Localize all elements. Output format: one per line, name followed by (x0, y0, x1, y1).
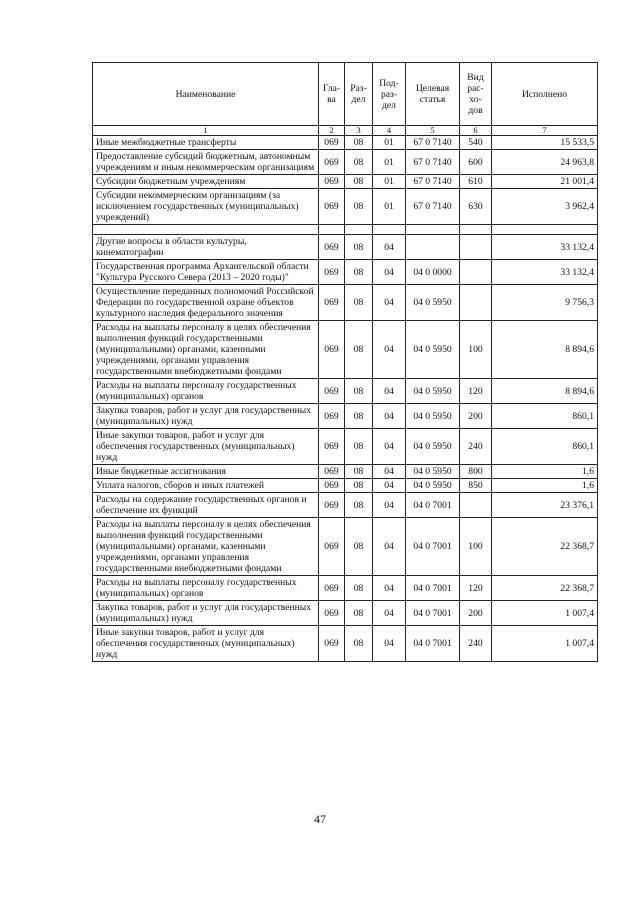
table-row (93, 175, 598, 189)
row-celevaya-cell: 04 0 5950 (406, 285, 460, 321)
table-row (93, 479, 598, 493)
budget-execution-table (92, 62, 598, 662)
row-glava-cell: 069 (319, 404, 345, 429)
row-name-cell: Расходы на выплаты персоналу государственных (муниципальных) органов (93, 576, 319, 601)
table-row (93, 465, 598, 479)
row-celevaya-cell: 04 0 7001 (406, 493, 460, 518)
row-name-cell: Иные закупки товаров, работ и услуг для обеспечения государственных (муниципальных) нужд (93, 429, 319, 465)
header-row (93, 63, 598, 126)
row-name-cell: Иные закупки товаров, работ и услуг для обеспечения государственных (муниципальных) нужд (93, 626, 319, 662)
row-podrazdel-cell: 01 (373, 175, 406, 189)
spacer-cell (460, 225, 492, 235)
table-row (93, 379, 598, 404)
row-celevaya-cell: 04 0 7001 (406, 626, 460, 662)
row-amount-cell: 9 756,3 (492, 285, 598, 321)
row-celevaya-cell: 67 0 7140 (406, 136, 460, 150)
row-celevaya-cell: 04 0 5950 (406, 404, 460, 429)
row-amount-cell: 21 001,4 (492, 175, 598, 189)
row-celevaya-cell: 04 0 5950 (406, 429, 460, 465)
row-podrazdel-cell: 04 (373, 404, 406, 429)
row-podrazdel-cell: 04 (373, 465, 406, 479)
row-name-cell: Расходы на выплаты персоналу в целях обеспечения выполнения функций государственными (муниципальными) органами, казенными учреждениями, органами управления государственными внебюджетными фондами (93, 518, 319, 576)
row-amount-cell: 3 962,4 (492, 189, 598, 225)
spacer-cell (345, 225, 373, 235)
table-row (93, 626, 598, 662)
row-amount-cell: 860,1 (492, 404, 598, 429)
table-row (93, 576, 598, 601)
row-name-cell: Субсидии бюджетным учреждениям (93, 175, 319, 189)
header-razdel: Раз- дел (345, 63, 373, 126)
row-name-cell: Субсидии некоммерческим организациям (за исключением государственных (муниципальных) учреждений) (93, 189, 319, 225)
row-celevaya-cell: 04 0 7001 (406, 601, 460, 626)
row-vid-cell (460, 260, 492, 285)
row-podrazdel-cell: 04 (373, 626, 406, 662)
column-number: 5 (406, 126, 460, 136)
row-glava-cell: 069 (319, 189, 345, 225)
table-row (93, 189, 598, 225)
row-vid-cell: 120 (460, 379, 492, 404)
row-podrazdel-cell: 04 (373, 260, 406, 285)
header-vid-rashodov: Вид рас- хо- дов (460, 63, 492, 126)
row-glava-cell: 069 (319, 601, 345, 626)
row-celevaya-cell: 67 0 7140 (406, 175, 460, 189)
row-celevaya-cell (406, 235, 460, 260)
row-razdel-cell: 08 (345, 518, 373, 576)
row-name-cell: Уплата налогов, сборов и иных платежей (93, 479, 319, 493)
row-razdel-cell: 08 (345, 150, 373, 175)
table-row (93, 601, 598, 626)
row-amount-cell: 33 132,4 (492, 235, 598, 260)
row-glava-cell: 069 (319, 465, 345, 479)
row-vid-cell: 120 (460, 576, 492, 601)
header-podrazdel: Под- раз- дел (373, 63, 406, 126)
row-amount-cell: 1 007,4 (492, 601, 598, 626)
header-glava: Гла- ва (319, 63, 345, 126)
row-razdel-cell: 08 (345, 379, 373, 404)
table-row (93, 518, 598, 576)
table-row (93, 285, 598, 321)
row-amount-cell: 22 368,7 (492, 576, 598, 601)
row-razdel-cell: 08 (345, 493, 373, 518)
row-vid-cell (460, 285, 492, 321)
column-number: 3 (345, 126, 373, 136)
row-podrazdel-cell: 01 (373, 189, 406, 225)
table-row (93, 429, 598, 465)
row-amount-cell: 8 894,6 (492, 321, 598, 379)
table-row (93, 150, 598, 175)
row-glava-cell: 069 (319, 379, 345, 404)
row-celevaya-cell: 04 0 5950 (406, 465, 460, 479)
row-razdel-cell: 08 (345, 404, 373, 429)
column-number: 7 (492, 126, 598, 136)
row-glava-cell: 069 (319, 626, 345, 662)
row-podrazdel-cell: 04 (373, 479, 406, 493)
header-name: Наименование (93, 63, 319, 126)
row-razdel-cell: 08 (345, 260, 373, 285)
row-podrazdel-cell: 04 (373, 379, 406, 404)
row-celevaya-cell: 67 0 7140 (406, 189, 460, 225)
spacer-cell (319, 225, 345, 235)
row-podrazdel-cell: 04 (373, 576, 406, 601)
row-celevaya-cell: 04 0 5950 (406, 479, 460, 493)
spacer-cell (93, 225, 319, 235)
row-name-cell: Расходы на выплаты персоналу государственных (муниципальных) органов (93, 379, 319, 404)
row-name-cell: Иные межбюджетные трансферты (93, 136, 319, 150)
table-row (93, 493, 598, 518)
row-razdel-cell: 08 (345, 235, 373, 260)
spacer-cell (492, 225, 598, 235)
spacer-cell (406, 225, 460, 235)
row-name-cell: Расходы на выплаты персоналу в целях обеспечения выполнения функций государственными (муниципальными) органами, казенными учреждениями, органами управления государственными внебюджетными фондами (93, 321, 319, 379)
header-ispolneno: Исполнено (492, 63, 598, 126)
row-celevaya-cell: 04 0 7001 (406, 576, 460, 601)
header-celevaya-statya: Целевая статья (406, 63, 460, 126)
row-razdel-cell: 08 (345, 429, 373, 465)
row-glava-cell: 069 (319, 493, 345, 518)
column-number: 4 (373, 126, 406, 136)
row-vid-cell: 100 (460, 321, 492, 379)
row-amount-cell: 33 132,4 (492, 260, 598, 285)
row-podrazdel-cell: 04 (373, 518, 406, 576)
row-vid-cell: 200 (460, 601, 492, 626)
table-row (93, 260, 598, 285)
row-vid-cell: 630 (460, 189, 492, 225)
row-vid-cell: 100 (460, 518, 492, 576)
row-podrazdel-cell: 01 (373, 136, 406, 150)
row-razdel-cell: 08 (345, 601, 373, 626)
row-amount-cell: 24 963,8 (492, 150, 598, 175)
row-razdel-cell: 08 (345, 576, 373, 601)
row-name-cell: Другие вопросы в области культуры, кинематографии (93, 235, 319, 260)
row-glava-cell: 069 (319, 518, 345, 576)
row-vid-cell: 600 (460, 150, 492, 175)
row-vid-cell: 200 (460, 404, 492, 429)
row-glava-cell: 069 (319, 260, 345, 285)
row-vid-cell: 850 (460, 479, 492, 493)
row-razdel-cell: 08 (345, 285, 373, 321)
row-podrazdel-cell: 04 (373, 285, 406, 321)
row-vid-cell: 610 (460, 175, 492, 189)
row-celevaya-cell: 04 0 0000 (406, 260, 460, 285)
spacer-cell (373, 225, 406, 235)
row-glava-cell: 069 (319, 321, 345, 379)
table-row (93, 321, 598, 379)
column-number-row (93, 126, 598, 136)
row-glava-cell: 069 (319, 136, 345, 150)
row-podrazdel-cell: 04 (373, 321, 406, 379)
row-name-cell: Осуществление переданных полномочий Российской Федерации по государственной охране объектов культурного наследия федерального значения (93, 285, 319, 321)
row-amount-cell: 8 894,6 (492, 379, 598, 404)
row-glava-cell: 069 (319, 285, 345, 321)
row-amount-cell: 1,6 (492, 465, 598, 479)
row-glava-cell: 069 (319, 429, 345, 465)
spacer-row (93, 225, 598, 235)
column-number: 2 (319, 126, 345, 136)
row-razdel-cell: 08 (345, 189, 373, 225)
row-razdel-cell: 08 (345, 479, 373, 493)
page-number: 47 (314, 812, 326, 826)
row-vid-cell: 240 (460, 429, 492, 465)
row-podrazdel-cell: 04 (373, 235, 406, 260)
table-row (93, 235, 598, 260)
row-razdel-cell: 08 (345, 136, 373, 150)
row-name-cell: Закупка товаров, работ и услуг для государственных (муниципальных) нужд (93, 404, 319, 429)
table-row (93, 404, 598, 429)
row-glava-cell: 069 (319, 235, 345, 260)
row-razdel-cell: 08 (345, 465, 373, 479)
row-razdel-cell: 08 (345, 175, 373, 189)
row-amount-cell: 15 533,5 (492, 136, 598, 150)
row-vid-cell (460, 493, 492, 518)
row-razdel-cell: 08 (345, 321, 373, 379)
row-name-cell: Иные бюджетные ассигнования (93, 465, 319, 479)
row-razdel-cell: 08 (345, 626, 373, 662)
row-glava-cell: 069 (319, 175, 345, 189)
row-vid-cell (460, 235, 492, 260)
row-amount-cell: 23 376,1 (492, 493, 598, 518)
column-number: 6 (460, 126, 492, 136)
row-name-cell: Государственная программа Архангельской области "Культура Русского Севера (2013 – 2020 годы)" (93, 260, 319, 285)
row-amount-cell: 1,6 (492, 479, 598, 493)
row-name-cell: Предоставление субсидий бюджетным, автономным учреждениям и иным некоммерческим организациям (93, 150, 319, 175)
row-podrazdel-cell: 01 (373, 150, 406, 175)
row-name-cell: Закупка товаров, работ и услуг для государственных (муниципальных) нужд (93, 601, 319, 626)
table-row (93, 136, 598, 150)
row-celevaya-cell: 04 0 5950 (406, 379, 460, 404)
row-amount-cell: 860,1 (492, 429, 598, 465)
row-podrazdel-cell: 04 (373, 493, 406, 518)
row-vid-cell: 800 (460, 465, 492, 479)
row-glava-cell: 069 (319, 479, 345, 493)
column-number: 1 (93, 126, 319, 136)
row-vid-cell: 540 (460, 136, 492, 150)
row-vid-cell: 240 (460, 626, 492, 662)
row-glava-cell: 069 (319, 150, 345, 175)
row-podrazdel-cell: 04 (373, 429, 406, 465)
row-celevaya-cell: 67 0 7140 (406, 150, 460, 175)
row-glava-cell: 069 (319, 576, 345, 601)
row-celevaya-cell: 04 0 7001 (406, 518, 460, 576)
row-name-cell: Расходы на содержание государственных органов и обеспечение их функций (93, 493, 319, 518)
row-amount-cell: 22 368,7 (492, 518, 598, 576)
row-amount-cell: 1 007,4 (492, 626, 598, 662)
table-body (93, 136, 598, 662)
row-podrazdel-cell: 04 (373, 601, 406, 626)
row-celevaya-cell: 04 0 5950 (406, 321, 460, 379)
